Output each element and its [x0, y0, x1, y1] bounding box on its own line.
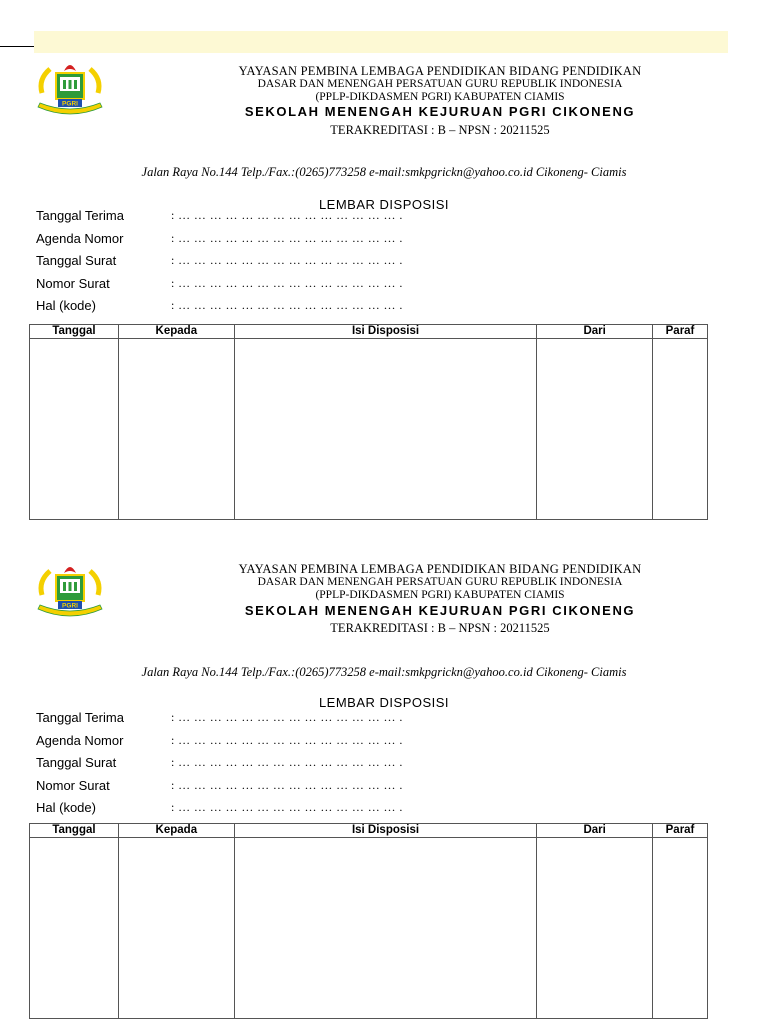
- address-line: Jalan Raya No.144 Telp./Fax.:(0265)773258 e-mail:smkpgrickn@yahoo.co.id Cikoneng- Ciamis: [141, 165, 627, 179]
- form-title: LEMBAR DISPOSISI: [318, 695, 450, 710]
- disposition-table: [29, 823, 708, 1019]
- col-tanggal: Tanggal: [30, 824, 119, 838]
- address-line: Jalan Raya No.144 Telp./Fax.:(0265)773258 e-mail:smkpgrickn@yahoo.co.id Cikoneng- Ciamis: [141, 665, 627, 679]
- cell-kepada[interactable]: [118, 339, 234, 520]
- col-paraf: Paraf: [653, 325, 708, 339]
- foundation-district: (PPLP-DIKDASMEN PGRI) KABUPATEN CIAMIS: [315, 91, 565, 103]
- cell-dari[interactable]: [537, 838, 653, 1019]
- table-header-row: [30, 325, 708, 339]
- accreditation: TERAKREDITASI : B – NPSN : 20211525: [330, 123, 550, 137]
- col-isi-disposisi: Isi Disposisi: [234, 325, 536, 339]
- col-paraf: Paraf: [653, 824, 708, 838]
- foundation-title: YAYASAN PEMBINA LEMBAGA PENDIDIKAN BIDANG PENDIDIKAN: [238, 562, 642, 576]
- logo-text: PGRI: [62, 602, 78, 610]
- foundation-subtitle: DASAR DAN MENENGAH PERSATUAN GURU REPUBLIK INDONESIA: [257, 576, 623, 588]
- cell-kepada[interactable]: [118, 838, 234, 1019]
- col-kepada: Kepada: [118, 325, 234, 339]
- cell-dari[interactable]: [537, 339, 653, 520]
- foundation-title: YAYASAN PEMBINA LEMBAGA PENDIDIKAN BIDANG PENDIDIKAN: [238, 64, 642, 78]
- pgri-logo: [34, 59, 106, 121]
- cell-tanggal[interactable]: [30, 838, 119, 1019]
- school-name: SEKOLAH MENENGAH KEJURUAN PGRI CIKONENG: [244, 104, 636, 119]
- col-dari: Dari: [537, 325, 653, 339]
- cell-paraf[interactable]: [653, 838, 708, 1019]
- disposition-form-1: PGRI YAYASAN PEMBINA LEMBAGA PENDIDIKAN BIDANG PENDIDIKAN DASAR DAN MENENGAH PERSATUAN GURU REPUBLIK INDONESIA (PPLP-DIKDASMEN PGRI) KABUPATEN CIAMIS SEKOLAH MENENGAH KEJURUAN PGRI CIKONENG TERAKREDITASI : B – NPSN : 20211525 Jalan Raya No.144 Telp./Fax.:(0265)773258 e-mail:smkpgrickn@yahoo.co.id Cikoneng- Ciamis LEMBAR DISPOSISI Tanggal Terima : … … … … … … … … … … … … … … . Agenda Nomor : … … … … … … … … … … … … … … . Tanggal Surat : … … … … … … … … … … … … … … . Nomor Surat : … … … … … … … … … … … … … … . Hal (kode) : … … … … … … … … … … … … … … . Tanggal Kepada Isi Disposisi Dari Paraf: [0, 35, 768, 525]
- cell-isi-disposisi[interactable]: [234, 339, 536, 520]
- col-isi-disposisi: Isi Disposisi: [234, 824, 536, 838]
- col-tanggal: Tanggal: [30, 325, 119, 339]
- foundation-subtitle: DASAR DAN MENENGAH PERSATUAN GURU REPUBLIK INDONESIA: [257, 78, 623, 90]
- col-kepada: Kepada: [118, 824, 234, 838]
- table-row: [30, 339, 708, 520]
- school-name: SEKOLAH MENENGAH KEJURUAN PGRI CIKONENG: [244, 603, 636, 618]
- cell-paraf[interactable]: [653, 339, 708, 520]
- table-header-row: [30, 824, 708, 838]
- cell-tanggal[interactable]: [30, 339, 119, 520]
- accreditation: TERAKREDITASI : B – NPSN : 20211525: [330, 621, 550, 635]
- cell-isi-disposisi[interactable]: [234, 838, 536, 1019]
- form-title: LEMBAR DISPOSISI: [318, 197, 450, 212]
- pgri-logo: [34, 561, 106, 623]
- col-dari: Dari: [537, 824, 653, 838]
- foundation-district: (PPLP-DIKDASMEN PGRI) KABUPATEN CIAMIS: [315, 589, 565, 601]
- table-row: [30, 838, 708, 1019]
- disposition-form-2: PGRI YAYASAN PEMBINA LEMBAGA PENDIDIKAN BIDANG PENDIDIKAN DASAR DAN MENENGAH PERSATUAN GURU REPUBLIK INDONESIA (PPLP-DIKDASMEN PGRI) KABUPATEN CIAMIS SEKOLAH MENENGAH KEJURUAN PGRI CIKONENG TERAKREDITASI : B – NPSN : 20211525 Jalan Raya No.144 Telp./Fax.:(0265)773258 e-mail:smkpgrickn@yahoo.co.id Cikoneng- Ciamis LEMBAR DISPOSISI Tanggal Terima : … … … … … … … … … … … … … … . Agenda Nomor : … … … … … … … … … … … … … … . Tanggal Surat : … … … … … … … … … … … … … … . Nomor Surat : … … … … … … … … … … … … … … . Hal (kode) : … … … … … … … … … … … … … … . Tanggal Kepada Isi Disposisi Dari Paraf: [0, 537, 768, 1027]
- logo-text: PGRI: [62, 100, 78, 108]
- disposition-table: [29, 324, 708, 520]
